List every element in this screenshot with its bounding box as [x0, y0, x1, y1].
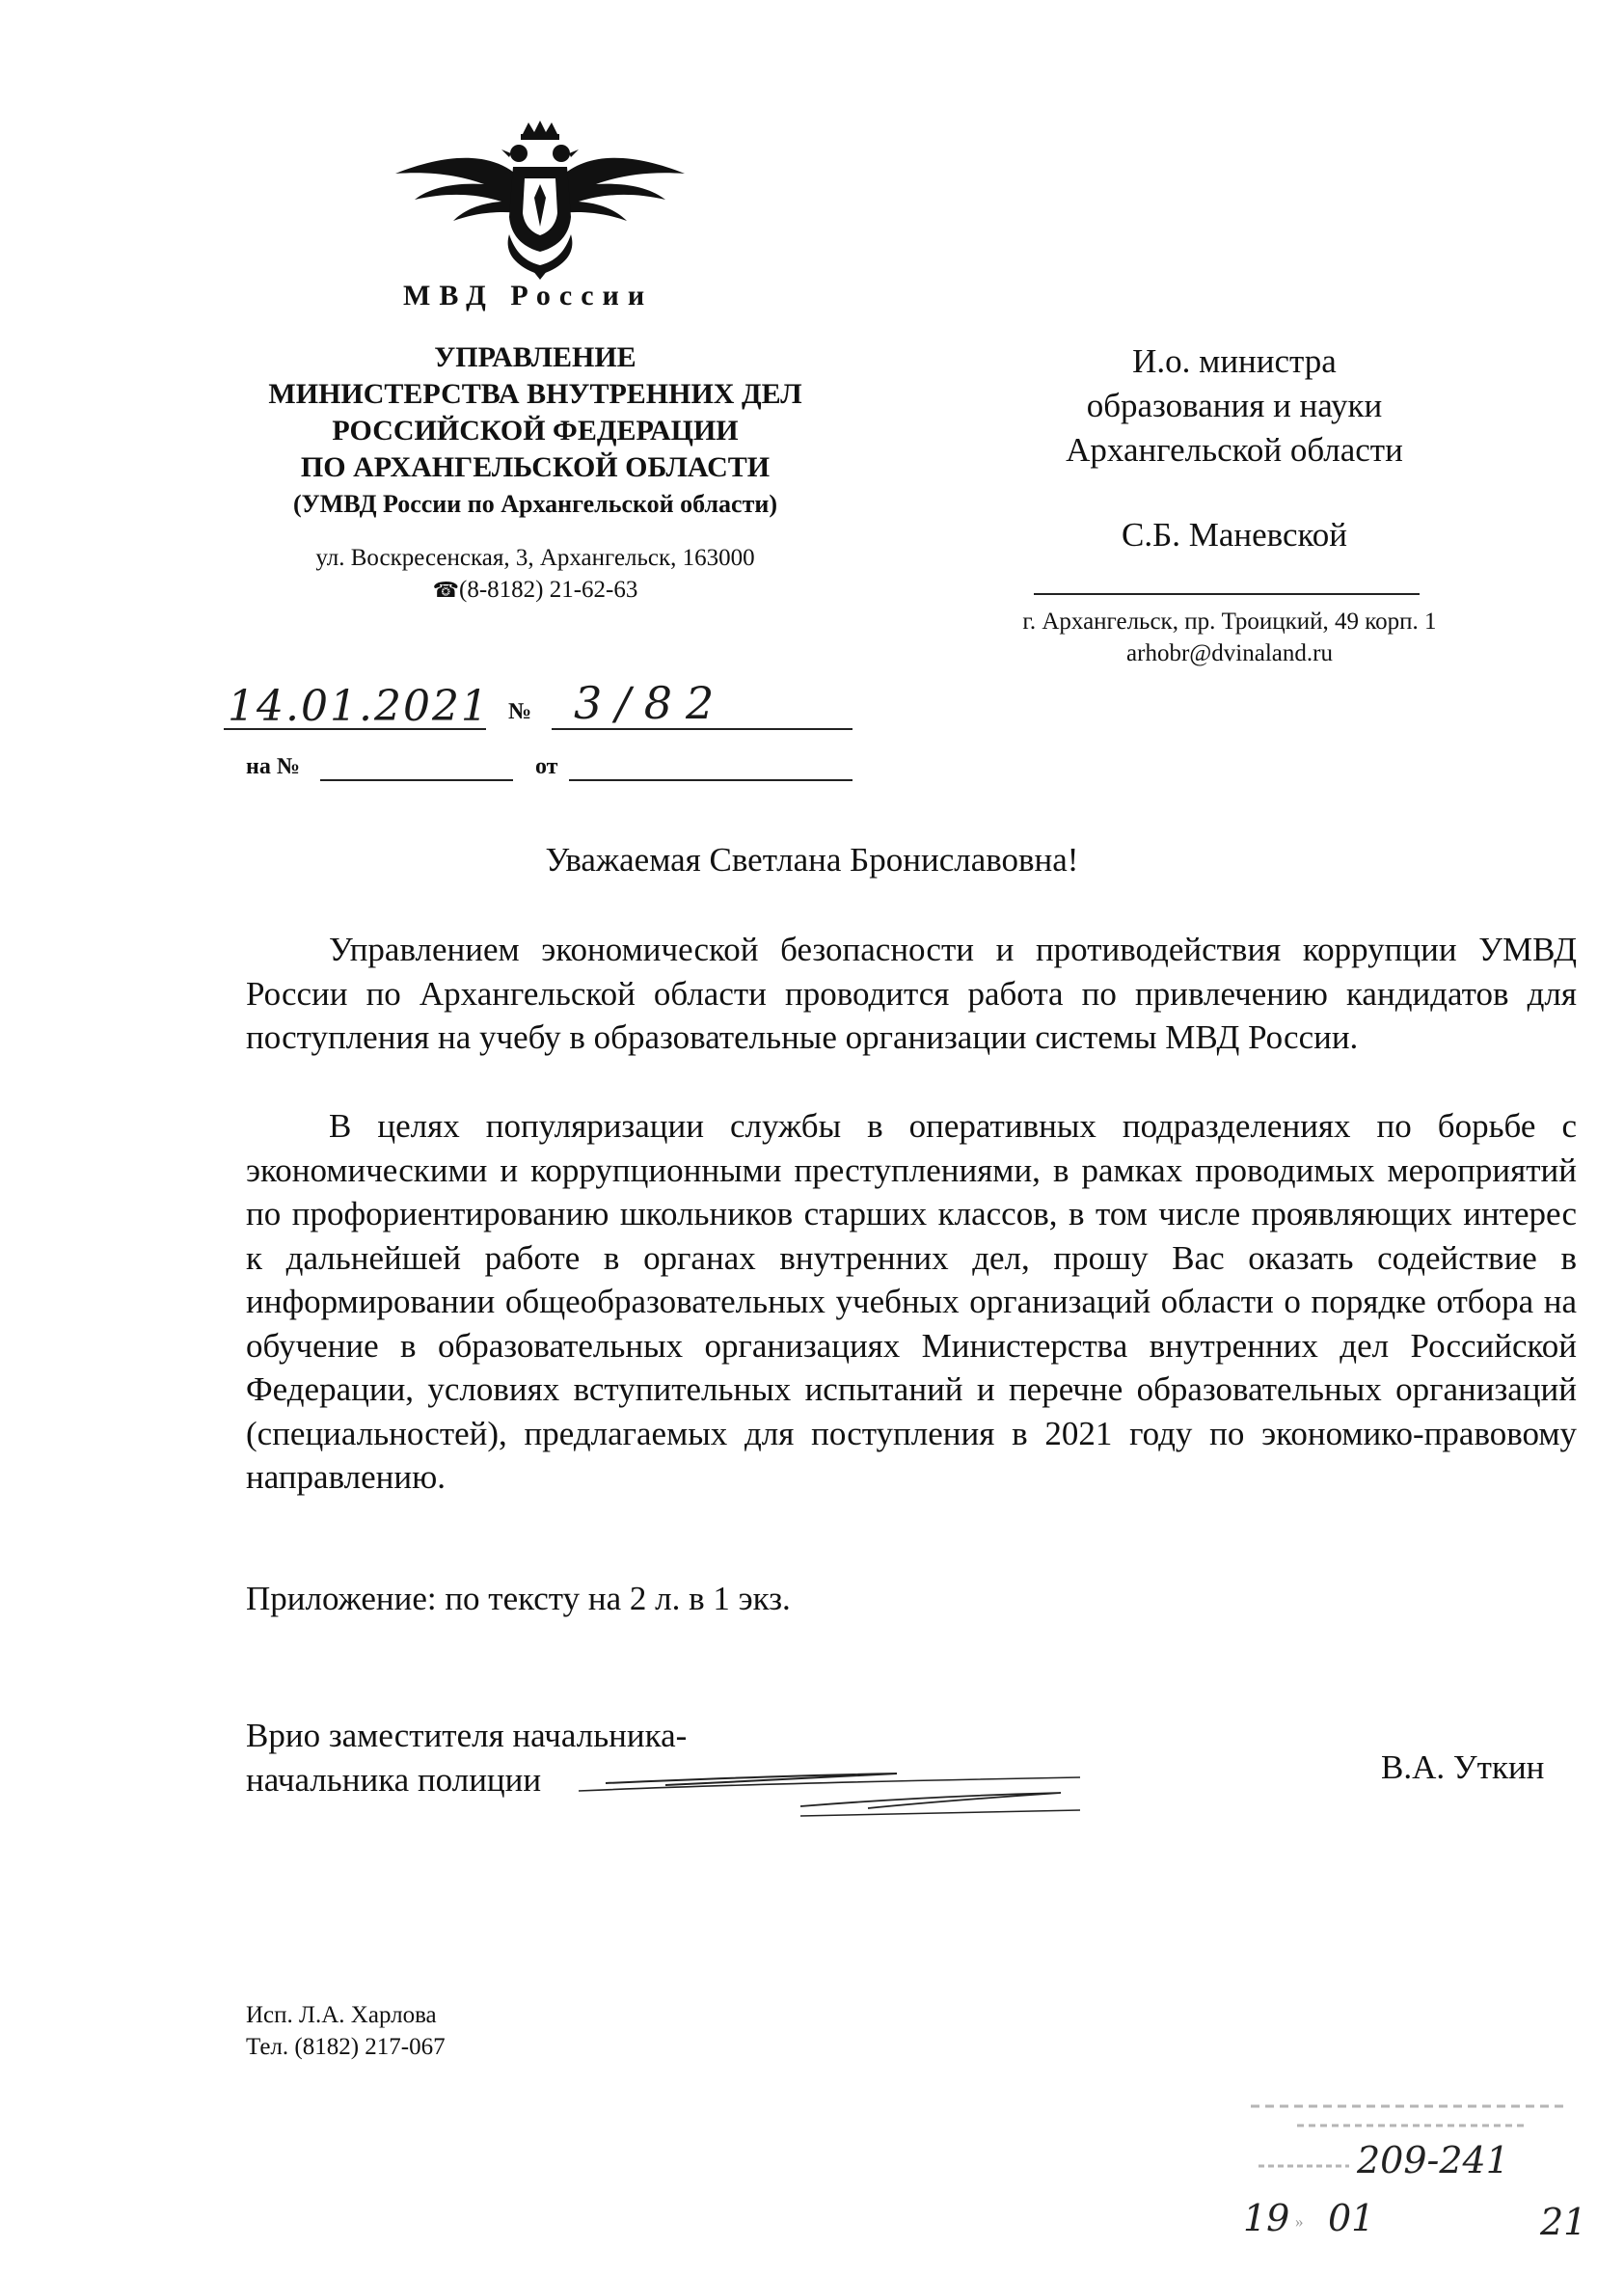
sender-address: ул. Воскресенская, 3, Архангельск, 163000 [315, 545, 755, 571]
sender-phone: (8-8182) 21-62-63 [459, 577, 638, 603]
reference-date-label: от [535, 754, 558, 779]
department-line: УПРАВЛЕНИЕ [434, 341, 636, 373]
ministry-name: МВД России [403, 280, 654, 311]
addressee-position-line: Архангельской области [1066, 431, 1403, 469]
addressee-contacts [950, 606, 1509, 669]
department-line: РОССИЙСКОЙ ФЕДЕРАЦИИ [332, 415, 739, 447]
signer-position-line: Врио заместителя начальника- [246, 1717, 688, 1754]
phone-icon: ☎ [432, 578, 459, 602]
signer-name: В.А. Уткин [1381, 1748, 1545, 1786]
addressee-position-line: образования и науки [1086, 387, 1383, 424]
addressee-email: arhobr@dvinaland.ru [1126, 640, 1333, 666]
addressee-divider [1034, 593, 1420, 595]
handwritten-signature [579, 1770, 1128, 1828]
greeting: Уважаемая Светлана Брониславовна! [545, 841, 1079, 879]
incoming-year: 21 [1540, 2201, 1587, 2243]
incoming-month: 01 [1328, 2197, 1375, 2239]
outgoing-date: 14.01.2021 [228, 682, 490, 731]
department-short-name: (УМВД России по Архангельской области) [292, 490, 778, 518]
department-line: МИНИСТЕРСТВА ВНУТРЕННИХ ДЕЛ [268, 378, 802, 410]
reference-number-underline [320, 779, 513, 781]
reference-date-underline [569, 779, 853, 781]
sender-phone-line [217, 574, 853, 606]
executor-phone: Тел. (8182) 217-067 [246, 2034, 446, 2060]
sender-contacts [217, 542, 853, 606]
department-line: ПО АРХАНГЕЛЬСКОЙ ОБЛАСТИ [300, 451, 771, 483]
number-label: № [508, 699, 532, 724]
stamp-faint-label [1257, 2156, 1353, 2176]
signer-position-line: начальника полиции [246, 1761, 542, 1799]
addressee-name: С.Б. Маневской [1122, 516, 1347, 554]
addressee-block [1003, 339, 1466, 557]
stamp-separator: » [1295, 2212, 1304, 2231]
addressee-address: г. Архангельск, пр. Троицкий, 49 корп. 1 [1022, 609, 1437, 635]
executor-name: Исп. Л.А. Харлова [246, 2002, 437, 2028]
executor-info [246, 1999, 446, 2063]
body-paragraph: В целях популяризации службы в оперативных подразделениях по борьбе с экономическими и коррупционными преступлениями, в рамках проводимых мероприятий по профориентированию школьников старших классов, в том числе проявляющих интерес к дальнейшей работе в органах внутренних дел, прошу Вас оказать содействие в информировании общеобразовательных учебных организаций области о порядке отбора на обучение в образовательных организациях Министерства внутренних дел Российской Федерации, условиях вступительных испытаний и перечне образовательных организаций (специальностей), предлагаемых для поступления в 2021 году по экономико-правовому направлению. [246, 1107, 1577, 1496]
incoming-number: 209-241 [1357, 2139, 1509, 2181]
reference-number-label: на № [246, 754, 300, 779]
addressee-position-line: И.о. министра [1132, 342, 1337, 380]
incoming-stamp [1239, 2093, 1606, 2257]
appendix-note: Приложение: по тексту на 2 л. в 1 экз. [246, 1580, 791, 1617]
outgoing-number: 3/82 [574, 677, 728, 729]
body-paragraph: Управлением экономической безопасности и противодействия коррупции УМВД России по Архангельской области проводится работа по привлечению кандидатов для поступления на учебу в образовательные организации системы МВД России. [246, 931, 1577, 1056]
department-name [217, 339, 853, 523]
mvd-emblem-icon [395, 121, 685, 280]
incoming-day: 19 [1243, 2197, 1290, 2239]
